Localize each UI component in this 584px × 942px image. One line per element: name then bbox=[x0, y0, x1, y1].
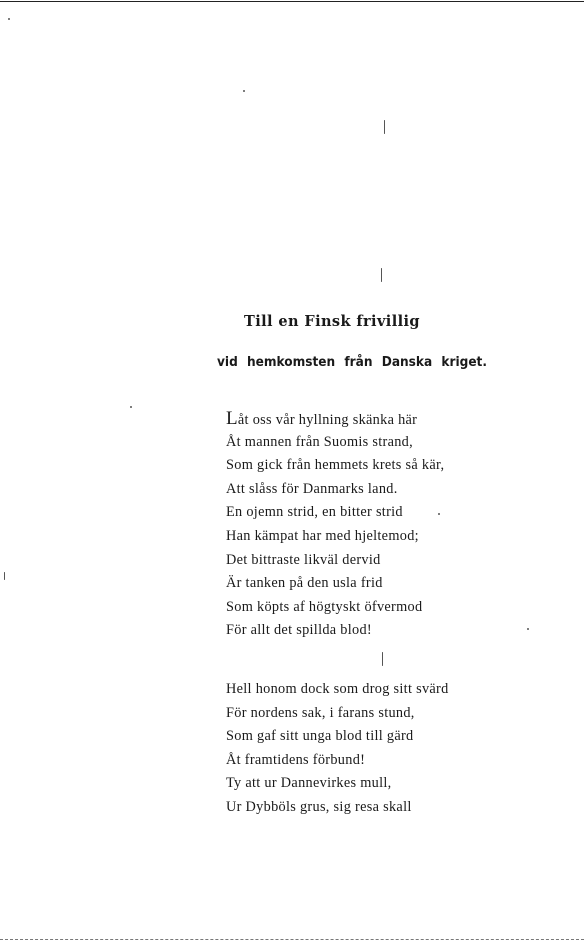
print-speck bbox=[243, 90, 245, 92]
poem-line: Som köpts af högtyskt öfvermod bbox=[226, 598, 423, 615]
poem-line: Han kämpat har med hjeltemod; bbox=[226, 527, 419, 544]
poem-title: Till en Finsk frivillig bbox=[244, 313, 420, 330]
poem-line: Ur Dybböls grus, sig resa skall bbox=[226, 798, 412, 815]
poem-line: Ty att ur Dannevirkes mull, bbox=[226, 775, 392, 792]
poem-line: En ojemn strid, en bitter strid bbox=[226, 504, 403, 521]
print-speck bbox=[381, 268, 382, 282]
poem-line: Som gaf sitt unga blod till gärd bbox=[226, 728, 414, 745]
poem-line bbox=[226, 407, 444, 431]
print-speck bbox=[382, 652, 383, 666]
print-speck bbox=[4, 572, 5, 580]
poem-line: För allt det spillda blod! bbox=[226, 622, 372, 639]
print-speck bbox=[384, 120, 385, 134]
print-speck bbox=[130, 406, 132, 408]
stanza-1 bbox=[226, 407, 444, 643]
poem-subtitle: vid hemkomsten från Danska kriget. bbox=[217, 354, 487, 370]
poem-line: Åt framtidens förbund! bbox=[226, 751, 366, 768]
poem-line: Åt mannen från Suomis strand, bbox=[226, 433, 413, 450]
poem-line: För nordens sak, i farans stund, bbox=[226, 704, 415, 721]
print-speck bbox=[8, 18, 10, 20]
poem-line: Är tanken på den usla frid bbox=[226, 575, 383, 592]
bottom-edge-rule bbox=[0, 939, 584, 940]
drop-cap: L bbox=[226, 408, 238, 429]
poem-line: Att slåss för Danmarks land. bbox=[226, 480, 398, 497]
top-rule bbox=[0, 1, 584, 2]
stanza-2 bbox=[226, 678, 449, 820]
poem-line: Det bittraste likväl dervid bbox=[226, 551, 381, 568]
print-speck bbox=[527, 628, 529, 630]
poem-line: Som gick från hemmets krets så kär, bbox=[226, 457, 445, 474]
poem-line: Hell honom dock som drog sitt svärd bbox=[226, 681, 449, 697]
poem-line-text: åt oss vår hyllning skänka här bbox=[237, 412, 418, 428]
